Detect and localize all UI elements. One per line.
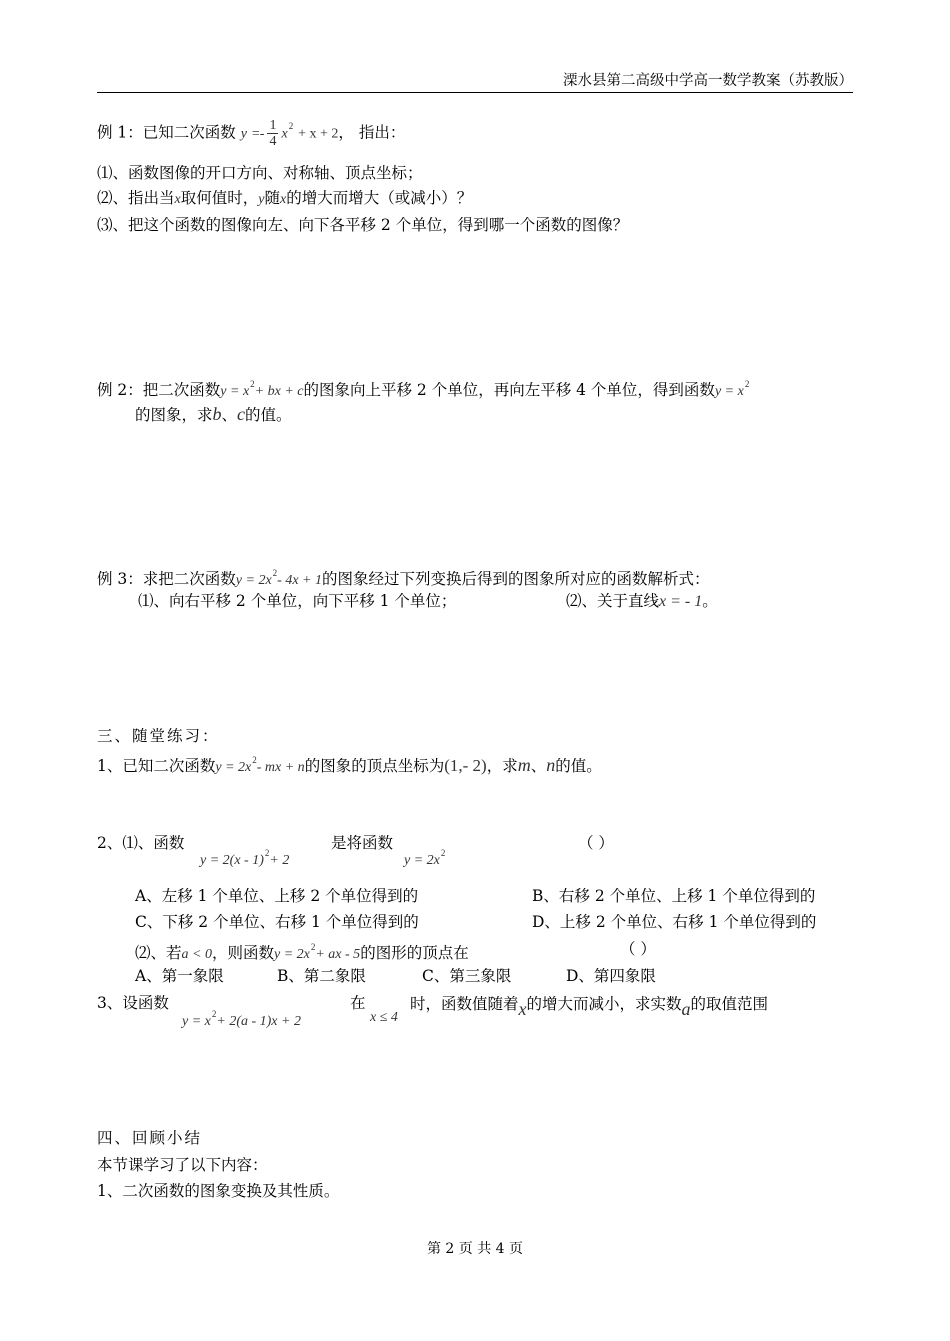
practice-1-end: 的值。 bbox=[555, 757, 602, 776]
math-formula-part: y = 2x bbox=[404, 853, 440, 869]
math-x: x bbox=[174, 192, 181, 207]
practice-2-question-2 bbox=[135, 939, 469, 965]
math-b: b bbox=[212, 404, 222, 424]
example-1-question-3: ⑶、把这个函数的图像向左、向下各平移 2 个单位，得到哪一个函数的图像？ bbox=[97, 216, 629, 234]
math-exponent: 2 bbox=[288, 121, 294, 132]
practice-2-prefix-line bbox=[97, 833, 184, 853]
example-1-question-1: ⑴、函数图像的开口方向、对称轴、顶点坐标； bbox=[97, 164, 423, 182]
practice-3-prefix: 3、设函数 bbox=[97, 994, 169, 1012]
math-rest: + x + 2 bbox=[298, 126, 339, 142]
practice-1-prefix: 1、已知二次函数 bbox=[97, 757, 216, 776]
option-2c: C、第三象限 bbox=[422, 967, 512, 985]
math-formula-part: + bx + c bbox=[254, 384, 304, 400]
practice-1-mid: 的图象的顶点坐标为 bbox=[304, 757, 445, 776]
math-formula-part: + 2(a - 1)x + 2 bbox=[216, 1014, 301, 1030]
math-exponent: 2 bbox=[440, 848, 446, 858]
practice-3-zai: 在 bbox=[350, 994, 366, 1012]
practice-3-mid2: 的增大而减小，求实数 bbox=[526, 995, 682, 1013]
option-2b: B、第二象限 bbox=[277, 967, 366, 985]
summary-intro: 本节课学习了以下内容： bbox=[97, 1156, 268, 1174]
example-2-statement bbox=[97, 376, 749, 402]
option-2d: D、第四象限 bbox=[566, 967, 656, 985]
math-exponent: 2 bbox=[250, 379, 255, 389]
math-eq: = bbox=[251, 126, 260, 142]
frac-den: 4 bbox=[269, 134, 277, 149]
math-a: a bbox=[681, 999, 691, 1019]
math-n: n bbox=[546, 755, 556, 776]
practice-1 bbox=[97, 752, 602, 778]
q2-part-b: 取何值时， bbox=[180, 189, 259, 207]
option-c: C、下移 2 个单位、右移 1 个单位得到的 bbox=[135, 913, 419, 931]
option-b: B、右移 2 个单位、上移 1 个单位得到的 bbox=[532, 887, 816, 905]
frac-num: 1 bbox=[269, 118, 277, 133]
math-formula-part: + ax - 5 bbox=[315, 947, 361, 963]
example-1-prefix: 例 1：已知二次函数 bbox=[97, 123, 236, 142]
math-formula-part: y = x bbox=[714, 384, 744, 400]
math-x: x bbox=[281, 126, 288, 142]
option-2a: A、第一象限 bbox=[135, 967, 224, 985]
practice-2-mid: 是将函数 bbox=[331, 834, 394, 852]
q2-a: ⑵、若 bbox=[135, 944, 182, 963]
section-4-title: 四、回顾小结 bbox=[97, 1129, 203, 1147]
option-d: D、上移 2 个单位、右移 1 个单位得到的 bbox=[532, 913, 817, 931]
example-3-sub-2 bbox=[566, 591, 718, 612]
math-formula-part: y = 2x bbox=[215, 760, 252, 776]
practice-3-formula bbox=[182, 1006, 301, 1032]
math-x: x bbox=[518, 999, 527, 1019]
math-point: (1,- 2) bbox=[444, 756, 487, 776]
example-3-sub-1: ⑴、向右平移 2 个单位，向下平移 1 个单位； bbox=[138, 592, 457, 610]
math-formula-part: y = x bbox=[182, 1014, 211, 1030]
example-2-line2-a: 的图象，求 bbox=[135, 406, 213, 424]
math-formula-part: x = - 1 bbox=[659, 593, 703, 610]
practice-3-condition bbox=[370, 1006, 398, 1028]
example-2-mid: 的图象向上平移 2 个单位，再向左平移 4 个单位，得到函数 bbox=[303, 381, 715, 400]
q2-part-a: ⑵、指出当 bbox=[97, 189, 175, 207]
option-a: A、左移 1 个单位、上移 2 个单位得到的 bbox=[135, 887, 419, 905]
fraction-one-quarter bbox=[267, 118, 278, 149]
practice-2-formula-2 bbox=[404, 845, 445, 871]
math-neg: - bbox=[259, 126, 265, 142]
answer-paren-2: （ ） bbox=[620, 940, 656, 958]
example-1-statement bbox=[97, 118, 405, 149]
math-exponent: 2 bbox=[310, 942, 316, 952]
math-formula-part: y = 2x bbox=[273, 947, 310, 963]
example-2-line-2 bbox=[135, 404, 292, 425]
q2-part-d: 的增大而增大（或减小）？ bbox=[286, 189, 473, 207]
summary-item-1: 1、二次函数的图象变换及其性质。 bbox=[97, 1182, 340, 1200]
period: 。 bbox=[702, 592, 718, 610]
separator: 、 bbox=[221, 406, 238, 424]
math-exponent: 2 bbox=[264, 848, 270, 858]
practice-3-end: 的取值范围 bbox=[690, 995, 769, 1013]
header-title: 溧水县第二高级中学高一数学教案（苏教版） bbox=[563, 73, 853, 89]
q2-c: 的图形的顶点在 bbox=[360, 944, 469, 963]
math-c: c bbox=[237, 404, 246, 424]
practice-2-prefix: 2、⑴、函数 bbox=[97, 834, 185, 852]
q2-b: ，则函数 bbox=[211, 944, 274, 963]
math-exponent: 2 bbox=[252, 755, 257, 765]
math-formula-part: y = x bbox=[220, 384, 250, 400]
example-3-sub2-text: ⑵、关于直线 bbox=[566, 592, 660, 610]
section-3-title: 三、随堂练习： bbox=[97, 727, 220, 745]
q2-part-c: 随 bbox=[264, 189, 280, 207]
math-formula-part: - mx + n bbox=[256, 760, 305, 776]
math-formula-part: y = 2(x - 1) bbox=[200, 853, 264, 869]
example-2-line2-b: 的值。 bbox=[245, 406, 292, 424]
practice-2-formula-1 bbox=[200, 845, 289, 871]
math-y: y bbox=[240, 126, 247, 142]
example-2-prefix: 例 2：把二次函数 bbox=[97, 381, 221, 400]
example-3-suffix: 的图象经过下列变换后得到的图象所对应的函数解析式： bbox=[322, 570, 710, 589]
answer-paren: （ ） bbox=[578, 834, 614, 852]
math-y: y bbox=[258, 192, 265, 207]
practice-3-mid: 时，函数值随着 bbox=[410, 995, 519, 1013]
example-3-statement bbox=[97, 565, 710, 591]
math-formula-part: + 2 bbox=[269, 853, 290, 869]
example-1-suffix: ， 指出： bbox=[338, 123, 406, 142]
math-exponent: 2 bbox=[744, 379, 750, 389]
practice-3-rest bbox=[410, 993, 769, 1019]
page-header bbox=[97, 72, 853, 93]
math-formula-part: y = 2x bbox=[235, 573, 272, 589]
math-m: m bbox=[517, 755, 531, 776]
practice-1-mid2: ，求 bbox=[486, 757, 518, 776]
page-footer: 第 2 页 共 4 页 bbox=[426, 1241, 524, 1257]
math-exponent: 2 bbox=[211, 1009, 217, 1019]
math-exponent: 2 bbox=[272, 568, 278, 578]
separator: 、 bbox=[530, 757, 547, 776]
math-formula-part: a < 0 bbox=[181, 947, 212, 963]
example-3-prefix: 例 3：求把二次函数 bbox=[97, 570, 236, 589]
example-1-question-2 bbox=[97, 188, 472, 210]
math-formula-part: - 4x + 1 bbox=[277, 573, 322, 589]
math-x: x bbox=[279, 192, 287, 207]
math-condition: x ≤ 4 bbox=[370, 1010, 398, 1025]
